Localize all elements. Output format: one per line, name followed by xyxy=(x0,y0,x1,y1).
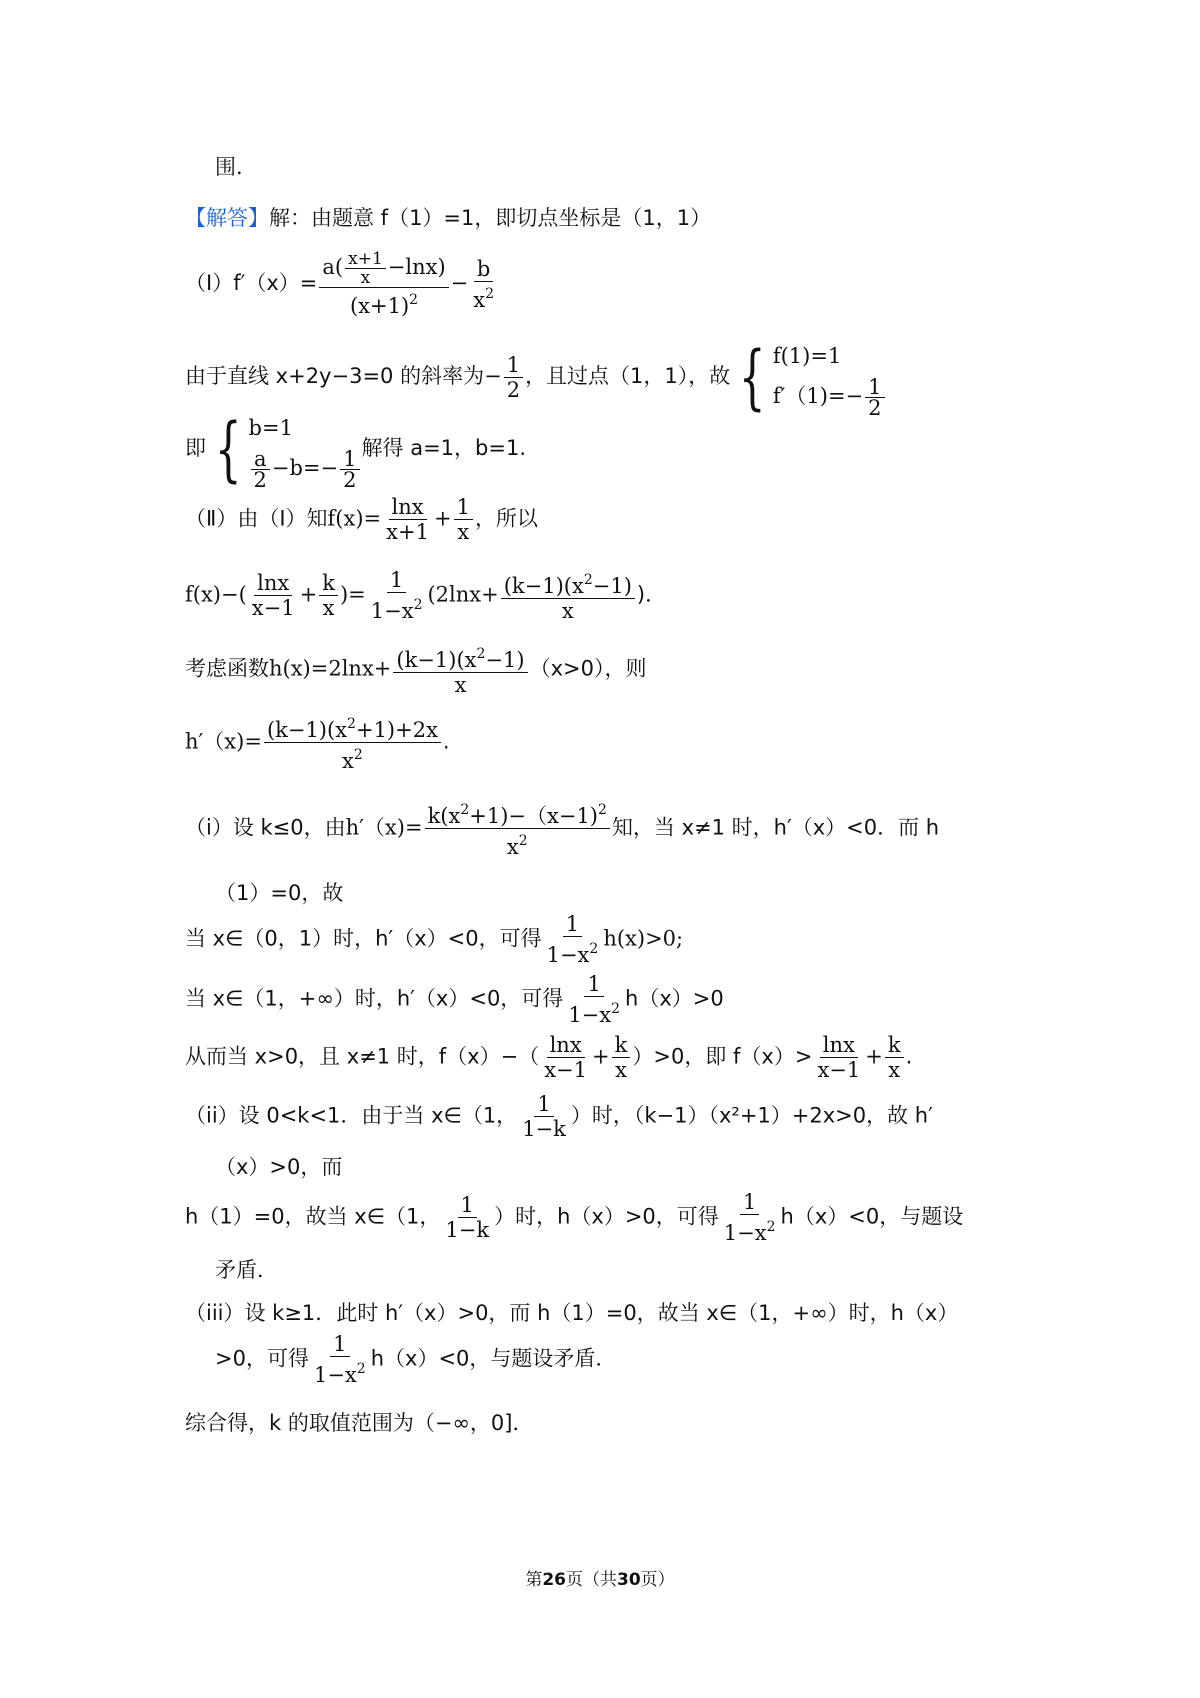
fraction: $\frac{1}{2}$ xyxy=(504,353,523,402)
text-line: （Ⅱ）由（Ⅰ）知f(x)= $\frac{\ln x}{x+1}$ + $\frac{1}{x}$ ，所以 xyxy=(185,495,538,544)
text-line: h′（x)= $\frac{(k-1)(x^2+1)+2x}{x^2}$ . xyxy=(185,712,450,773)
text-line: 当 x∈（0，1）时，h′（x）<0，可得 $\frac{1}{1-x^2}$ h(x)>0; xyxy=(185,912,684,967)
text-line: 当 x∈（1，+∞）时，h′（x）<0，可得 $\frac{1}{1-x^2}$ h（x）>0 xyxy=(185,972,724,1027)
derivative-formula: （Ⅰ）f′（x）= a( $\frac{x+1}{x}$ −lnx) $(x+1)^2$ − $\frac{b}{x^2}$ xyxy=(185,250,499,318)
fraction: $\frac{b}{x^2}$ xyxy=(473,256,495,312)
text-line: （ii）设 0<k<1．由于当 x∈（1， $\frac{1}{1-k}$ ）时，（k−1）（x²+1）+2x>0，故 h′ xyxy=(185,1092,933,1141)
fraction: a( $\frac{x+1}{x}$ −lnx) $(x+1)^2$ xyxy=(319,250,448,318)
text-line: （i）设 k≤0，由h′（x)= $\frac{k(x^2+1)-(x-1)^2}{x^2}$ 知，当 x≠1 时，h′（x）<0．而 h xyxy=(185,798,939,859)
text-line: （1）=0，故 xyxy=(215,881,344,905)
text-line: （iii）设 k≥1．此时 h′（x）>0，而 h（1）=0，故当 x∈（1，+∞）时，h（x） xyxy=(185,1301,959,1325)
conclusion-line: 综合得，k 的取值范围为（−∞，0]． xyxy=(185,1411,534,1435)
text-line: h（1）=0，故当 x∈（1， $\frac{1}{1-k}$ ）时，h（x）>0，可得 $\frac{1}{1-x^2}$ h（x）<0，与题设 xyxy=(185,1190,964,1245)
text-line: 围． xyxy=(215,155,257,179)
equation-system: { b=1 $\frac{a}{2}$ −b=− $\frac{1}{2}$ xyxy=(206,408,362,490)
text-line: （x）>0，而 xyxy=(215,1155,343,1179)
page-number: 26 xyxy=(542,1570,566,1590)
solve-line: 即 { b=1 $\frac{a}{2}$ −b=− $\frac{1}{2}$ 解得 a=1，b=1. xyxy=(185,408,526,492)
answer-heading: 【解答】解：由题意 f（1）=1，即切点坐标是（1，1） xyxy=(185,206,712,230)
text-line: 矛盾． xyxy=(215,1258,278,1282)
answer-tag: 【解答】 xyxy=(185,206,269,230)
equation-system: { f(1)=1 f′（1)=− $\frac{1}{2}$ xyxy=(730,336,886,418)
text-line: 从而当 x>0，且 x≠1 时，f（x）−（ $\frac{\ln x}{x-1}$ + $\frac{k}{x}$ ）>0，即 f（x）> $\frac{\ln x}{x-1}$ + $\frac{k}{x}$ . xyxy=(185,1033,913,1082)
page-footer: 第26页（共30页） xyxy=(525,1570,675,1590)
text-line: f(x)−( $\frac{\ln x}{x-1}$ + $\frac{k}{x}$ )= $\frac{1}{1-x^2}$ (2lnx+ $\frac{(k-1)(x^2-1)}{x}$ )． xyxy=(185,568,667,623)
slope-line: 由于直线 x+2y−3=0 的斜率为− $\frac{1}{2}$ ，且过点（1，1），故 { f(1)=1 f′（1)=− $\frac{1}{2}$ xyxy=(185,336,887,418)
text-line: >0，可得 $\frac{1}{1-x^2}$ h（x）<0，与题设矛盾． xyxy=(215,1332,617,1387)
text-line: 考虑函数h(x)=2lnx+ $\frac{(k-1)(x^2-1)}{x}$ （x>0），则 xyxy=(185,642,646,697)
page-total: 30 xyxy=(617,1570,641,1590)
